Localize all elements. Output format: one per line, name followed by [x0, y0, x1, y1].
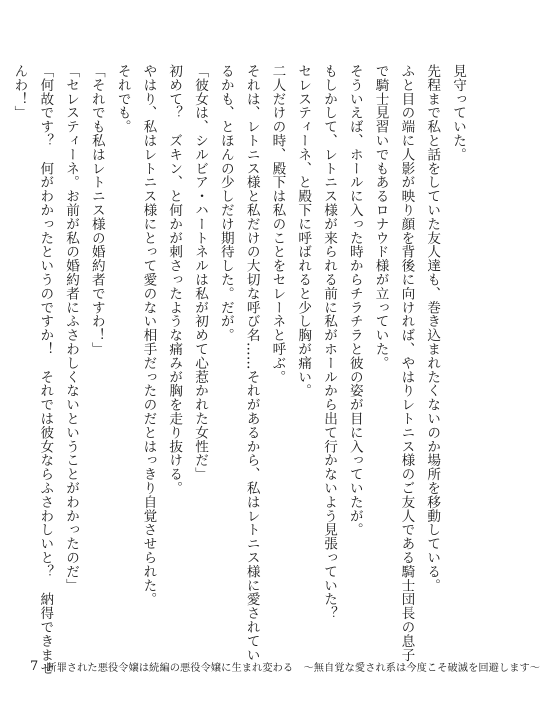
book-title: 断罪された悪役令嬢は続編の悪役令嬢に生まれ変わる 〜無自覚な愛され系は今度こそ破滅を回避します〜: [46, 662, 540, 674]
text-line: 「何故です？ 何がわかったというのですか！ それでは彼女ならふさわしいと？ 納得できませ: [37, 64, 54, 676]
text-line: それは、レトニス様と私だけの大切な呼び名……それがあるから、私はレトニス様に愛されてい: [243, 64, 260, 662]
text-line: セレスティーネ、と殿下に呼ばれると少し胸が痛い。: [295, 64, 312, 398]
text-line: るかも、とほんの少しだけ期待した。だが。: [217, 64, 234, 342]
text-line: 「セレスティーネ。お前が私の婚約者にふさわしくないということがわかったのだ」: [63, 64, 80, 593]
text-line: 初めて？ ズキン、と何かが刺さったような痛みが胸を走り抜ける。: [166, 64, 183, 495]
text-line: んわ！」: [11, 64, 28, 120]
text-line: それでも。: [114, 64, 131, 134]
text-line: 先程まで私と話をしていた友人達も、巻き込まれたくないのか場所を移動している。: [424, 64, 441, 593]
page-footer: [30, 656, 540, 676]
text-line: 見守っていた。: [450, 64, 466, 162]
text-line: 二人だけの時、殿下は私のことをセレーネと呼ぶ。: [269, 64, 286, 384]
page-number: 7: [30, 658, 39, 674]
text-line: で騎士見習いでもあるロナウド様が立っていた。: [372, 64, 389, 370]
text-line: やはり、私はレトニス様にとって愛のない相手だったのだとはっきり自覚させられた。: [140, 64, 157, 607]
text-line: もしかして、レトニス様が来られる前に私がホールから出て行かないよう見張っていた？: [321, 64, 338, 620]
text-line: ふと目の端に人影が映り顔を背後に向ければ、やはりレトニス様のご友人である騎士団長の息子: [398, 64, 415, 662]
text-line: そういえば、ホールに入った時からチラチラと彼の姿が目に入っていたが。: [346, 64, 363, 537]
text-line: 「それでも私はレトニス様の婚約者ですわ！」: [88, 64, 105, 356]
text-line: 「彼女は、シルビア・ハートネルは私が初めて心惹かれた女性だ」: [192, 64, 209, 481]
